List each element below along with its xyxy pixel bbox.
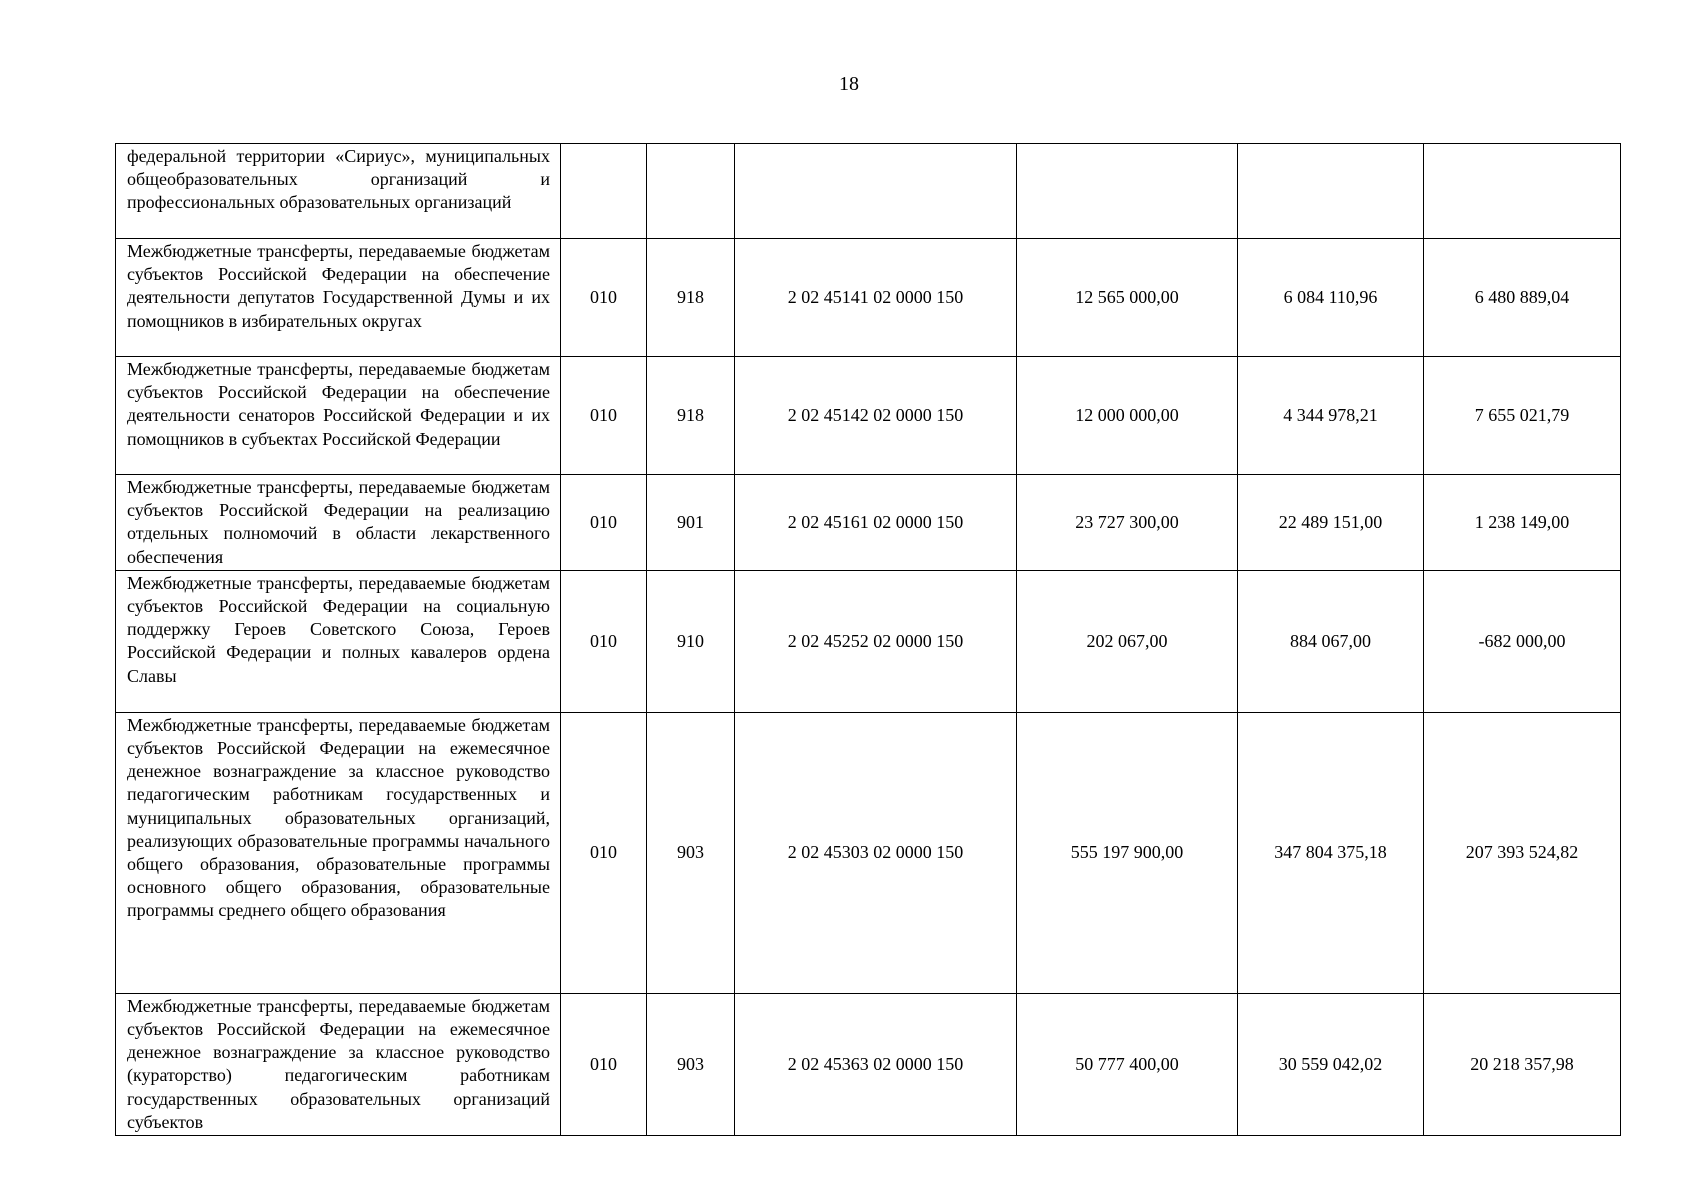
budget-code-cell: 2 02 45161 02 0000 150	[735, 475, 1017, 571]
row-description: Межбюджетные трансферты, передаваемые бюджетам субъектов Российской Федерации на социальную поддержку Героев Советского Союза, Героев Российской Федерации и полных кавалеров ордена Славы	[116, 570, 561, 712]
page-number: 18	[839, 73, 859, 95]
budget-code-cell: 2 02 45363 02 0000 150	[735, 993, 1017, 1135]
approved-amount-cell: 12 565 000,00	[1017, 239, 1238, 357]
budget-code-cell: 2 02 45252 02 0000 150	[735, 570, 1017, 712]
budget-code-cell: 2 02 45303 02 0000 150	[735, 712, 1017, 993]
admin-code-cell: 903	[647, 993, 735, 1135]
budget-table	[115, 143, 1621, 1136]
row-description: федеральной территории «Сириус», муниципальных общеобразовательных организаций и профессиональных образовательных организаций	[116, 144, 561, 239]
executed-amount-cell: 884 067,00	[1238, 570, 1424, 712]
row-description: Межбюджетные трансферты, передаваемые бюджетам субъектов Российской Федерации на ежемесячное денежное вознаграждение за классное руководство педагогическим работникам государственных и муниципальных образовательных организаций, реализующих образовательные программы начального общего образования, образовательные программы основного общего образования, образовательные программы среднего общего образования	[116, 712, 561, 993]
table-row	[116, 993, 1621, 1135]
budget-code-cell: 2 02 45141 02 0000 150	[735, 239, 1017, 357]
difference-amount-cell: 1 238 149,00	[1424, 475, 1621, 571]
table-row	[116, 570, 1621, 712]
difference-amount-cell: -682 000,00	[1424, 570, 1621, 712]
approved-amount-cell: 23 727 300,00	[1017, 475, 1238, 571]
admin-code-cell: 903	[647, 712, 735, 993]
approved-amount-cell: 555 197 900,00	[1017, 712, 1238, 993]
table-row	[116, 144, 1621, 239]
approved-amount-cell	[1017, 144, 1238, 239]
difference-amount-cell: 20 218 357,98	[1424, 993, 1621, 1135]
difference-amount-cell	[1424, 144, 1621, 239]
section-code-cell: 010	[561, 357, 647, 475]
section-code-cell: 010	[561, 993, 647, 1135]
row-description: Межбюджетные трансферты, передаваемые бюджетам субъектов Российской Федерации на ежемесячное денежное вознаграждение за классное руководство (кураторство) педагогическим работникам государственных образовательных организаций субъектов	[116, 993, 561, 1135]
section-code-cell	[561, 144, 647, 239]
executed-amount-cell: 4 344 978,21	[1238, 357, 1424, 475]
admin-code-cell	[647, 144, 735, 239]
approved-amount-cell: 202 067,00	[1017, 570, 1238, 712]
table-row	[116, 357, 1621, 475]
admin-code-cell: 918	[647, 357, 735, 475]
difference-amount-cell: 6 480 889,04	[1424, 239, 1621, 357]
section-code-cell: 010	[561, 475, 647, 571]
table-row	[116, 712, 1621, 993]
difference-amount-cell: 7 655 021,79	[1424, 357, 1621, 475]
row-description: Межбюджетные трансферты, передаваемые бюджетам субъектов Российской Федерации на обеспечение деятельности сенаторов Российской Федерации и их помощников в субъектах Российской Федерации	[116, 357, 561, 475]
section-code-cell: 010	[561, 712, 647, 993]
budget-code-cell: 2 02 45142 02 0000 150	[735, 357, 1017, 475]
table-row	[116, 239, 1621, 357]
approved-amount-cell: 12 000 000,00	[1017, 357, 1238, 475]
executed-amount-cell: 347 804 375,18	[1238, 712, 1424, 993]
budget-code-cell	[735, 144, 1017, 239]
admin-code-cell: 901	[647, 475, 735, 571]
row-description: Межбюджетные трансферты, передаваемые бюджетам субъектов Российской Федерации на обеспечение деятельности депутатов Государственной Думы и их помощников в избирательных округах	[116, 239, 561, 357]
approved-amount-cell: 50 777 400,00	[1017, 993, 1238, 1135]
row-description: Межбюджетные трансферты, передаваемые бюджетам субъектов Российской Федерации на реализацию отдельных полномочий в области лекарственного обеспечения	[116, 475, 561, 571]
executed-amount-cell: 22 489 151,00	[1238, 475, 1424, 571]
difference-amount-cell: 207 393 524,82	[1424, 712, 1621, 993]
section-code-cell: 010	[561, 239, 647, 357]
executed-amount-cell: 6 084 110,96	[1238, 239, 1424, 357]
admin-code-cell: 918	[647, 239, 735, 357]
table-row	[116, 475, 1621, 571]
executed-amount-cell	[1238, 144, 1424, 239]
executed-amount-cell: 30 559 042,02	[1238, 993, 1424, 1135]
section-code-cell: 010	[561, 570, 647, 712]
admin-code-cell: 910	[647, 570, 735, 712]
